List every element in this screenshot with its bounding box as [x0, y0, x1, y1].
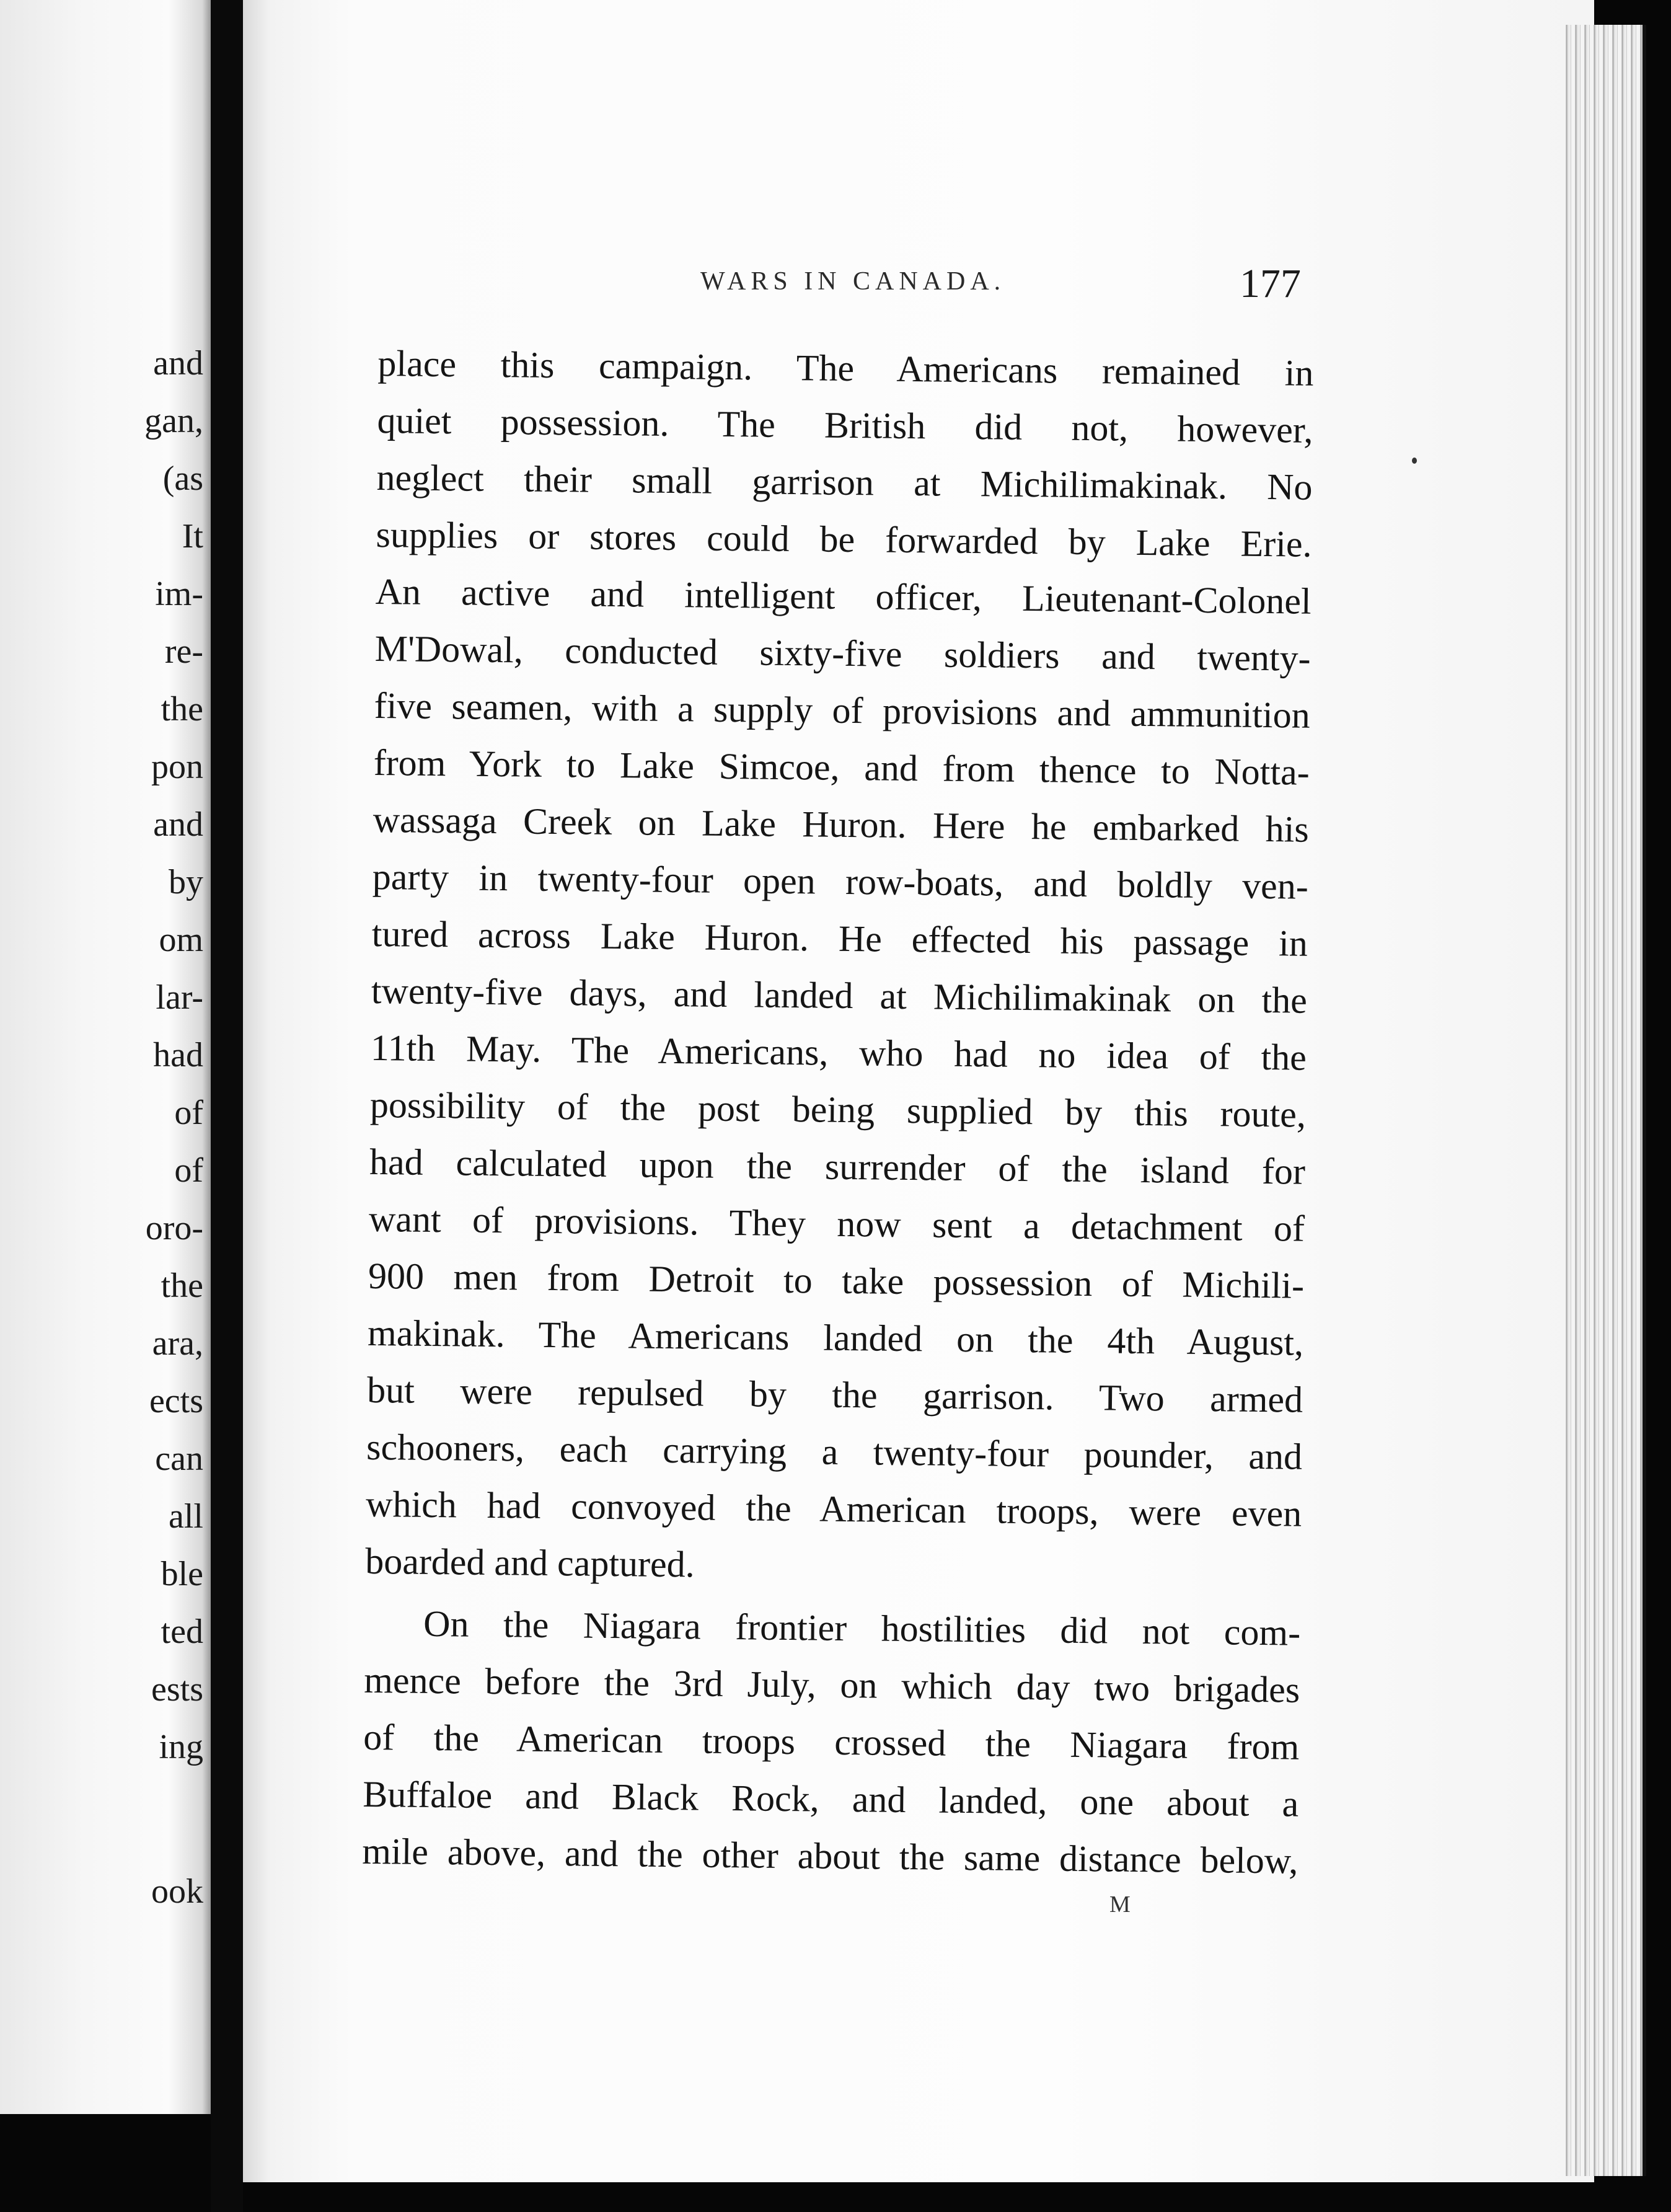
- text-line: had calculated upon the surrender of the island for: [369, 1141, 1306, 1192]
- text-line: makinak. The Americans landed on the 4th August,: [367, 1312, 1304, 1363]
- left-fragment: can: [155, 1440, 203, 1478]
- left-fragment: ook: [151, 1872, 203, 1911]
- text-line: twenty-five days, and landed at Michilimakinak on the: [371, 970, 1308, 1021]
- text-line: Buffaloe and Black Rock, and landed, one about a: [363, 1773, 1299, 1825]
- text-line: party in twenty-four open row-boats, and boldly ven-: [372, 856, 1309, 907]
- text-line: quiet possession. The British did not, however,: [377, 399, 1313, 451]
- text-line: want of provisions. They now sent a detachment of: [368, 1198, 1305, 1249]
- text-line: neglect their small garrison at Michilimakinak. No: [376, 456, 1313, 508]
- left-fragment: re-: [164, 632, 203, 671]
- left-fragment: ing: [159, 1728, 203, 1766]
- text-line: five seamen, with a supply of provisions and ammunition: [374, 684, 1311, 736]
- text-line: place this campaign. The Americans remained in: [377, 342, 1314, 394]
- left-fragment: by: [169, 863, 203, 901]
- left-fragment: oro-: [145, 1209, 203, 1247]
- left-fragment: ble: [161, 1555, 203, 1593]
- left-fragment-blank: [79, 1776, 203, 1863]
- text-line: M'Dowal, conducted sixty-five soldiers and twenty-: [374, 627, 1311, 679]
- running-header: WARS IN CANADA.: [700, 267, 1006, 296]
- text-line: schooners, each carrying a twenty-four pounder, and: [366, 1426, 1303, 1477]
- left-fragment: ects: [149, 1382, 203, 1420]
- text-line: 900 men from Detroit to take possession of Michili-: [368, 1255, 1305, 1306]
- text-line: An active and intelligent officer, Lieutenant-Colonel: [375, 570, 1312, 622]
- left-fragment: gan,: [144, 402, 203, 440]
- left-fragment: of: [174, 1151, 203, 1190]
- text-line: of the American troops crossed the Niagara from: [363, 1716, 1300, 1767]
- left-fragment: ted: [161, 1613, 203, 1651]
- text-line: which had convoyed the American troops, were even: [365, 1483, 1302, 1534]
- page-edges: [1562, 25, 1646, 2176]
- left-fragment: and: [153, 344, 203, 383]
- left-fragment: pon: [151, 748, 203, 786]
- left-fragment: im-: [155, 575, 203, 613]
- paragraph-first-line: On the Niagara frontier hostilities did not com-: [423, 1603, 1301, 1653]
- ink-speck: [1412, 458, 1417, 464]
- left-fragment: lar-: [156, 978, 203, 1017]
- body-text: [362, 335, 1314, 1890]
- paragraph-last-line: boarded and captured.: [364, 1540, 695, 1585]
- left-fragment: It: [182, 517, 203, 555]
- left-fragment: om: [159, 921, 203, 959]
- text-line: possibility of the post being supplied by this route,: [369, 1084, 1307, 1135]
- left-fragment: (as: [162, 459, 203, 498]
- left-fragment: had: [153, 1036, 203, 1074]
- previous-page-text-fragments: [79, 335, 203, 1921]
- text-line: but were repulsed by the garrison. Two armed: [366, 1369, 1303, 1420]
- left-fragment: ests: [151, 1670, 203, 1709]
- left-fragment: the: [161, 1267, 203, 1305]
- book-gutter: [211, 0, 243, 2212]
- page-number: 177: [1240, 261, 1301, 306]
- left-fragment: the: [161, 690, 203, 728]
- text-line: supplies or stores could be forwarded by Lake Erie.: [376, 513, 1312, 565]
- text-line: tured across Lake Huron. He effected his passage in: [371, 913, 1308, 964]
- text-line: from York to Lake Simcoe, and from thence to Notta-: [373, 741, 1310, 793]
- text-line: mence before the 3rd July, on which day two brigades: [363, 1659, 1300, 1710]
- left-fragment: ara,: [152, 1324, 203, 1363]
- text-line: 11th May. The Americans, who had no idea of the: [370, 1027, 1307, 1078]
- text-line: mile above, and the other about the same distance below,: [362, 1830, 1298, 1882]
- left-fragment: of: [174, 1094, 203, 1132]
- left-fragment: all: [169, 1497, 203, 1536]
- signature-mark: M: [1109, 1891, 1131, 1918]
- previous-page-edge: [0, 0, 211, 2114]
- left-fragment: and: [153, 805, 203, 844]
- text-line: wassaga Creek on Lake Huron. Here he embarked his: [373, 799, 1310, 850]
